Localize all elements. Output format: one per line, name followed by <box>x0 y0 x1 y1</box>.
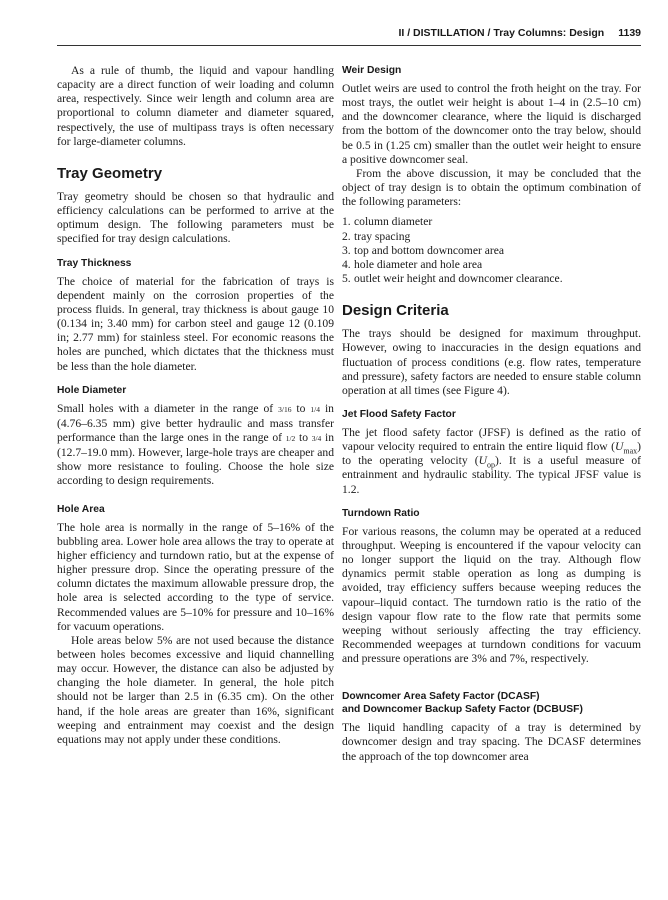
weir-design-paragraph-2: From the above discussion, it may be concluded that the object of tray design is to obtain the optimum combination of the following parameters: <box>342 166 641 209</box>
right-column <box>342 64 641 764</box>
hole-area-paragraph-1: The hole area is normally in the range of 5–16% of the bubbling area. Lower hole area allows the tray to operate at higher efficiency and turndown ratio, but at the expense of higher pressure drop. Since the operating pressure of the column dictates the maximum allowable pressure drop, the hole area is selected according to the type of service. Recommended values are 5–10% for pressure and 10–16% for vacuum operations. <box>57 520 334 633</box>
list-item: 4. hole diameter and hole area <box>342 257 483 271</box>
design-criteria-paragraph: The trays should be designed for maximum throughput. However, owing to inaccuracies in the design equations and fluctuation of process conditions (e.g. flow rates, temperature and pressure), safety factors are needed to ensure stable column operation at all times (see Figure 4). <box>342 327 641 397</box>
tray-thickness-paragraph: The choice of material for the fabrication of trays is dependent mainly on the corrosion properties of the process fluids. In general, tray thickness is about gauge 10 (0.134 in; 3.40 mm) for carbon steel and gauge 12 (0.109 in; 2.77 mm) for stainless steel. For economic reasons the holes are punched, which dictates that the thickness must be less than the hole diameter. <box>57 274 334 373</box>
tray-thickness-heading: Tray Thickness <box>57 257 132 269</box>
fraction-3-16: 3/16 <box>278 404 292 414</box>
tray-geometry-paragraph: Tray geometry should be chosen so that hydraulic and efficiency calculations can be performed to arrive at the optimum design. The following parameters must be specified for tray design calculations. <box>57 189 334 246</box>
left-column <box>57 64 334 747</box>
design-criteria-heading: Design Criteria <box>342 302 449 320</box>
weir-design-paragraph-1: Outlet weirs are used to control the froth height on the tray. For most trays, the outlet weir height is about 1–4 in (2.5–10 cm) and the downcomer clearance, where the liquid is discharged from the bottom of the downcomer onto the tray below, should be 0.5 in (1.25 cm) smaller than the outlet weir height to ensure a positive downcomer seal. <box>342 82 641 166</box>
design-parameters-list <box>342 215 641 286</box>
running-header <box>345 27 641 43</box>
jfsf-heading: Jet Flood Safety Factor <box>342 408 456 420</box>
jfsf-paragraph: The jet flood safety factor (JFSF) is defined as the ratio of vapour velocity required to entrain the entire liquid flow $(U_{max})$ to the operating velocity $(U_{op})$. It is a useful measure of entrainment and hydraulic stability. The typical JFSF value is 1.2. <box>342 425 642 496</box>
fraction-1-4: 1/4 <box>310 404 320 414</box>
list-item: 3. top and bottom downcomer area <box>342 243 505 257</box>
dcasf-heading: Downcomer Area Safety Factor (DCASF) and Downcomer Backup Safety Factor (DCBUSF) <box>342 691 583 716</box>
hole-diameter-paragraph: Small holes with a diameter in the range of 3/16 to 1/4 in (4.76–6.35 mm) give better hydraulic and mass transfer performance than the large ones in the range of 1/2 to 3/4 in (12.7–19.0 mm). However, large-hole trays are cheaper and show more resistance to fouling. Choose the hole size according to design requirements. <box>57 401 334 488</box>
list-item: 5. outlet weir height and downcomer clearance. <box>342 272 563 286</box>
weir-design-heading: Weir Design <box>342 65 402 76</box>
running-head-title: II / DISTILLATION / Tray Columns: Design <box>398 27 605 39</box>
dcasf-paragraph: The liquid handling capacity of a tray is determined by downcomer design and tray spacing. The DCASF determines the approach of the top downcomer area <box>342 721 641 763</box>
intro-paragraph: As a rule of thumb, the liquid and vapour handling capacity are a direct function of weir loading and column area, respectively. Since weir length and column area are proportional to column diameter and diameter squared, respectively, the use of multipass trays is often necessary for large-diameter columns. <box>57 64 334 148</box>
tray-geometry-heading: Tray Geometry <box>57 164 163 182</box>
list-item: 1. column diameter <box>342 215 433 229</box>
turndown-paragraph: For various reasons, the column may be operated at a reduced throughput. Weeping is encountered if the vapour velocity can no longer support the liquid on the tray. Although flow dynamics permit stable operation as long as dumping is avoided, tray efficiency suffers because weeping reduces the vapour–liquid contact. The turndown ratio is the ratio of the design vapour flow rate to the flow rate that permits some weeping without seriously affecting the tray efficiency. Recommended weepages at turndown conditions for vacuum and pressure operations are 3% and 7%, respectively. <box>342 524 641 666</box>
turndown-heading: Turndown Ratio <box>342 507 420 519</box>
list-item: 2. tray spacing <box>342 229 411 243</box>
header-rule <box>57 45 641 46</box>
fraction-1-2: 1/2 <box>285 433 296 443</box>
hole-area-paragraph-2: Hole areas below 5% are not used because the distance between holes becomes excessive and liquid channelling may occur. However, the distance can also be adjusted by changing the hole diameter. In general, the hole pitch should not be larger than 2.5 in (6.35 cm). On the other hand, if the hole areas are greater than 16%, significant weeping and entrainment may coexist and the design equations may not apply under these conditions. <box>57 633 334 746</box>
page-number: 1139 <box>618 27 641 39</box>
fraction-3-4: 3/4 <box>311 433 322 443</box>
hole-diameter-heading: Hole Diameter <box>57 384 127 396</box>
hole-area-heading: Hole Area <box>57 503 105 515</box>
